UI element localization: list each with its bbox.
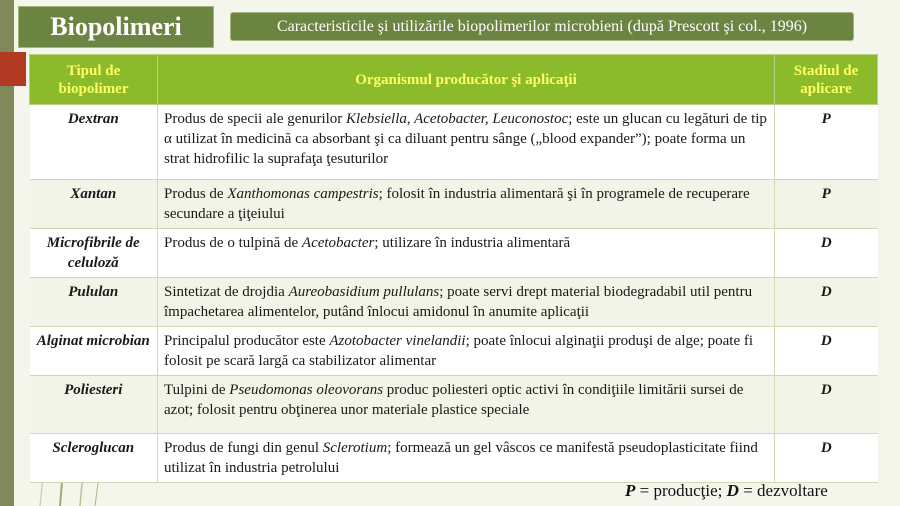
type-cell: Pululan <box>30 278 158 327</box>
table-header-row <box>30 55 878 105</box>
slide-title: Biopolimeri <box>18 6 214 48</box>
table-row <box>30 376 878 434</box>
type-cell: Xantan <box>30 180 158 229</box>
stage-cell: P <box>775 180 878 229</box>
header-stage: Stadiul de aplicare <box>775 55 878 105</box>
stage-cell: D <box>775 229 878 278</box>
application-cell: Principalul producător este Azotobacter vinelandii; poate înlocui alginaţii produşi de alge; poate fi folosit pe scară largă ca stabilizator alimentar <box>158 327 775 376</box>
type-cell: Dextran <box>30 105 158 180</box>
type-cell: Poliesteri <box>30 376 158 434</box>
stage-cell: D <box>775 327 878 376</box>
table-row <box>30 229 878 278</box>
header-type: Tipul de biopolimer <box>30 55 158 105</box>
slide-subtitle: Caracteristicile şi utilizările biopolimerilor microbieni (după Prescott şi col., 1996) <box>230 12 854 41</box>
application-cell: Tulpini de Pseudomonas oleovorans produc poliesteri optic activi în condiţiile limitării sursei de azot; folosit pentru obţinerea unor materiale plastice speciale <box>158 376 775 434</box>
application-cell: Produs de fungi din genul Sclerotium; formează un gel vâscos ce manifestă pseudoplasticitate fiind utilizat în industria petrolului <box>158 434 775 483</box>
biopolymer-table <box>29 54 878 483</box>
stage-cell: D <box>775 434 878 483</box>
application-cell: Produs de o tulpină de Acetobacter; utilizare în industria alimentară <box>158 229 775 278</box>
legend-p-key: P <box>625 481 636 500</box>
legend-d-key: D <box>726 481 739 500</box>
table-row <box>30 278 878 327</box>
application-cell: Sintetizat de drojdia Aureobasidium pullulans; poate servi drept material biodegradabil util pentru împachetarea alimentelor, putând înlocui amidonul în anumite aplicaţii <box>158 278 775 327</box>
application-cell: Produs de Xanthomonas campestris; folosit în industria alimentară şi în programele de recuperare secundare a ţiţeiului <box>158 180 775 229</box>
stage-cell: D <box>775 278 878 327</box>
type-cell: Scleroglucan <box>30 434 158 483</box>
application-cell: Produs de specii ale genurilor Klebsiella, Acetobacter, Leuconostoc; este un glucan cu legături de tip α utilizat în medicină ca absorbant şi ca diluant pentru sânge („blood expander”); poate forma un strat hidrofilic la suprafaţa ţesuturilor <box>158 105 775 180</box>
stage-cell: P <box>775 105 878 180</box>
legend-d-text: = dezvoltare <box>738 481 828 500</box>
legend <box>625 481 828 501</box>
type-cell: Microfibrile de celuloză <box>30 229 158 278</box>
table-row <box>30 105 878 180</box>
red-accent-mark <box>0 52 26 86</box>
stage-cell: D <box>775 376 878 434</box>
table-row <box>30 327 878 376</box>
legend-p-text: = producţie; <box>635 481 727 500</box>
table-row <box>30 180 878 229</box>
header-application: Organismul producător şi aplicaţii <box>158 55 775 105</box>
type-cell: Alginat microbian <box>30 327 158 376</box>
table-row <box>30 434 878 483</box>
